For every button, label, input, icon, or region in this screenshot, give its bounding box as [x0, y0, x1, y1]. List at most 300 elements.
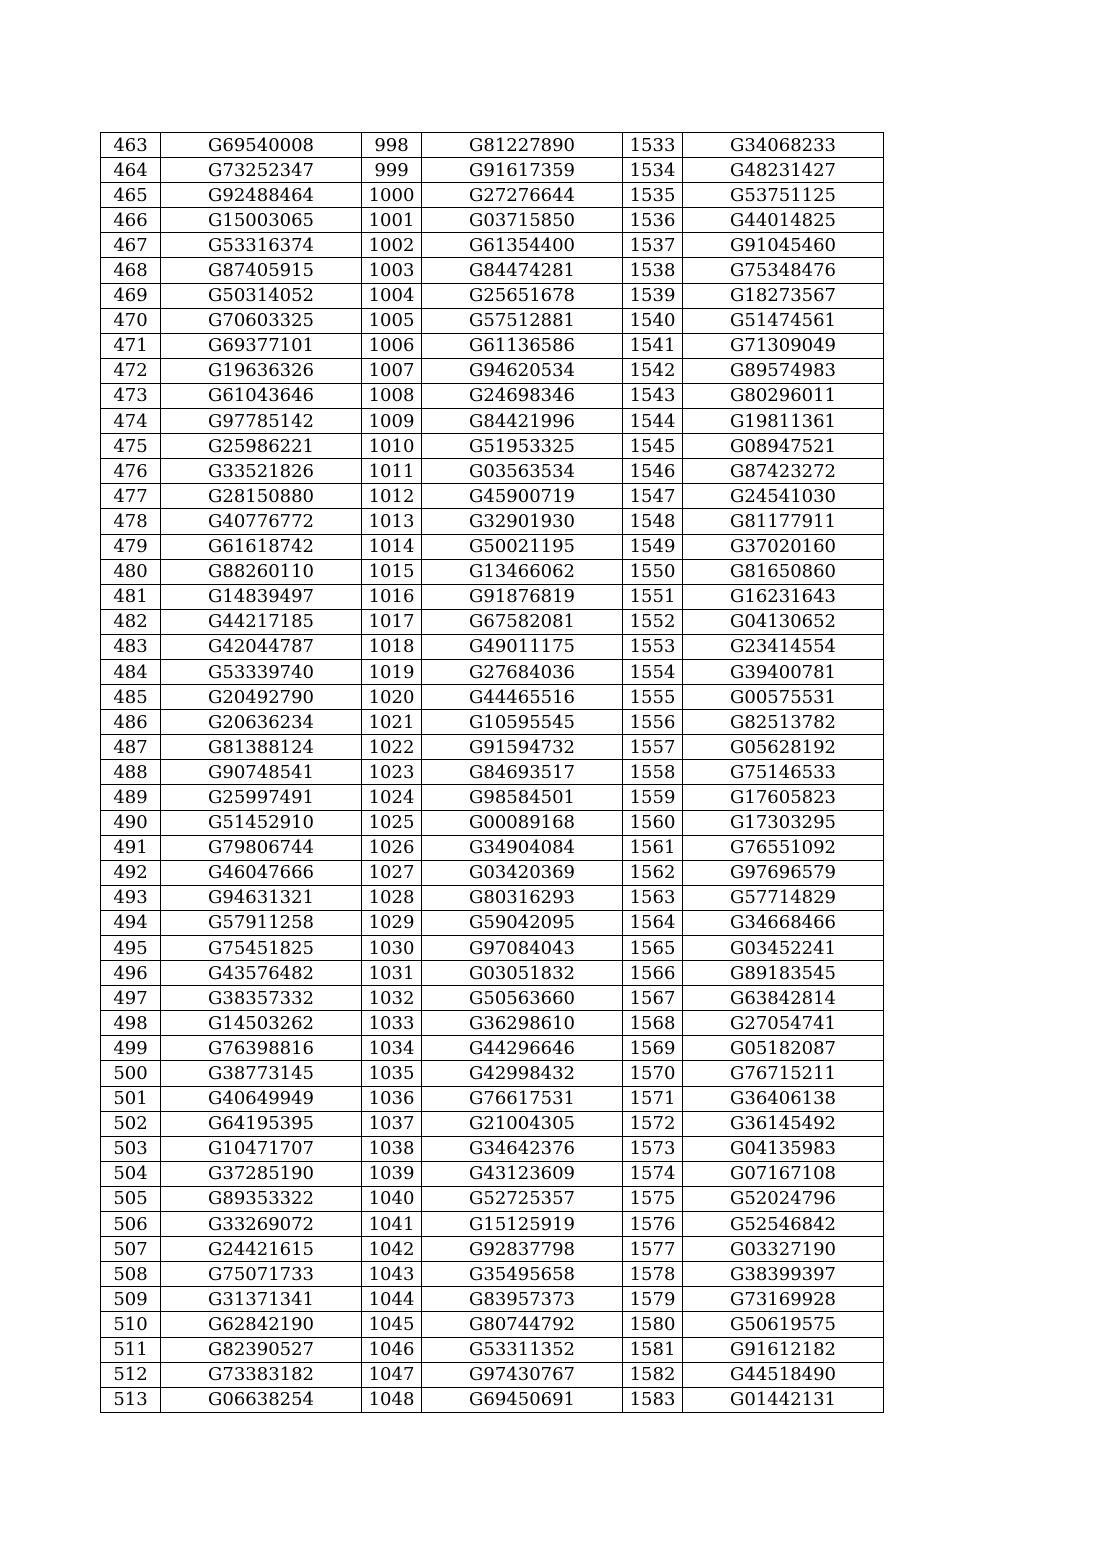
row-number-2-cell: 1020 [362, 685, 422, 710]
code-2-cell: G42998432 [422, 1061, 623, 1086]
table-row [101, 333, 884, 358]
code-3-cell: G97696579 [683, 860, 884, 885]
code-3-cell: G80296011 [683, 383, 884, 408]
code-3-cell: G36406138 [683, 1086, 884, 1111]
code-1-cell: G25986221 [161, 434, 362, 459]
row-number-3-cell: 1558 [623, 760, 683, 785]
code-2-cell: G80316293 [422, 885, 623, 910]
row-number-2-cell: 1043 [362, 1262, 422, 1287]
code-2-cell: G80744792 [422, 1312, 623, 1337]
row-number-2-cell: 1025 [362, 810, 422, 835]
row-number-1-cell: 475 [101, 434, 161, 459]
table-row [101, 910, 884, 935]
code-3-cell: G00575531 [683, 685, 884, 710]
row-number-3-cell: 1551 [623, 584, 683, 609]
table-row [101, 208, 884, 233]
row-number-3-cell: 1574 [623, 1161, 683, 1186]
row-number-1-cell: 485 [101, 685, 161, 710]
code-1-cell: G79806744 [161, 835, 362, 860]
row-number-3-cell: 1576 [623, 1212, 683, 1237]
code-1-cell: G20636234 [161, 710, 362, 735]
row-number-3-cell: 1555 [623, 685, 683, 710]
row-number-3-cell: 1547 [623, 484, 683, 509]
table-row [101, 308, 884, 333]
row-number-1-cell: 498 [101, 1011, 161, 1036]
code-1-cell: G43576482 [161, 961, 362, 986]
row-number-2-cell: 1005 [362, 308, 422, 333]
row-number-1-cell: 476 [101, 459, 161, 484]
code-2-cell: G27684036 [422, 659, 623, 684]
table-row [101, 634, 884, 659]
row-number-1-cell: 508 [101, 1262, 161, 1287]
code-1-cell: G81388124 [161, 735, 362, 760]
row-number-1-cell: 482 [101, 609, 161, 634]
table-row [101, 258, 884, 283]
code-3-cell: G82513782 [683, 710, 884, 735]
row-number-3-cell: 1570 [623, 1061, 683, 1086]
code-2-cell: G61136586 [422, 333, 623, 358]
code-3-cell: G76551092 [683, 835, 884, 860]
row-number-3-cell: 1544 [623, 409, 683, 434]
row-number-2-cell: 1033 [362, 1011, 422, 1036]
code-3-cell: G36145492 [683, 1111, 884, 1136]
table-row [101, 283, 884, 308]
row-number-1-cell: 491 [101, 835, 161, 860]
table-row [101, 459, 884, 484]
row-number-1-cell: 504 [101, 1161, 161, 1186]
row-number-2-cell: 1022 [362, 735, 422, 760]
table-row [101, 133, 884, 158]
row-number-3-cell: 1583 [623, 1387, 683, 1412]
table-row [101, 1287, 884, 1312]
code-3-cell: G17605823 [683, 785, 884, 810]
code-2-cell: G00089168 [422, 810, 623, 835]
row-number-3-cell: 1539 [623, 283, 683, 308]
table-row [101, 509, 884, 534]
row-number-3-cell: 1562 [623, 860, 683, 885]
table-row [101, 1387, 884, 1412]
row-number-3-cell: 1581 [623, 1337, 683, 1362]
code-3-cell: G50619575 [683, 1312, 884, 1337]
code-1-cell: G42044787 [161, 634, 362, 659]
code-1-cell: G64195395 [161, 1111, 362, 1136]
code-1-cell: G69377101 [161, 333, 362, 358]
code-2-cell: G32901930 [422, 509, 623, 534]
row-number-3-cell: 1575 [623, 1186, 683, 1211]
row-number-1-cell: 469 [101, 283, 161, 308]
code-2-cell: G03715850 [422, 208, 623, 233]
row-number-1-cell: 511 [101, 1337, 161, 1362]
code-3-cell: G04130652 [683, 609, 884, 634]
row-number-1-cell: 488 [101, 760, 161, 785]
row-number-1-cell: 509 [101, 1287, 161, 1312]
code-2-cell: G45900719 [422, 484, 623, 509]
code-1-cell: G33521826 [161, 459, 362, 484]
row-number-1-cell: 505 [101, 1186, 161, 1211]
code-1-cell: G24421615 [161, 1237, 362, 1262]
row-number-1-cell: 480 [101, 559, 161, 584]
row-number-1-cell: 496 [101, 961, 161, 986]
table-body [101, 133, 884, 1413]
row-number-3-cell: 1534 [623, 158, 683, 183]
code-2-cell: G69450691 [422, 1387, 623, 1412]
code-3-cell: G81650860 [683, 559, 884, 584]
row-number-2-cell: 1041 [362, 1212, 422, 1237]
row-number-3-cell: 1541 [623, 333, 683, 358]
row-number-3-cell: 1553 [623, 634, 683, 659]
code-1-cell: G73383182 [161, 1362, 362, 1387]
row-number-2-cell: 1039 [362, 1161, 422, 1186]
code-3-cell: G48231427 [683, 158, 884, 183]
row-number-3-cell: 1580 [623, 1312, 683, 1337]
code-3-cell: G75348476 [683, 258, 884, 283]
code-1-cell: G88260110 [161, 559, 362, 584]
code-1-cell: G14503262 [161, 1011, 362, 1036]
code-3-cell: G73169928 [683, 1287, 884, 1312]
code-1-cell: G25997491 [161, 785, 362, 810]
row-number-3-cell: 1542 [623, 358, 683, 383]
row-number-2-cell: 1001 [362, 208, 422, 233]
code-1-cell: G53316374 [161, 233, 362, 258]
row-number-3-cell: 1533 [623, 133, 683, 158]
code-3-cell: G01442131 [683, 1387, 884, 1412]
row-number-2-cell: 1026 [362, 835, 422, 860]
code-1-cell: G40649949 [161, 1086, 362, 1111]
table-row [101, 1337, 884, 1362]
code-1-cell: G28150880 [161, 484, 362, 509]
code-2-cell: G84421996 [422, 409, 623, 434]
table-row [101, 383, 884, 408]
table-row [101, 860, 884, 885]
table-row [101, 1312, 884, 1337]
row-number-3-cell: 1571 [623, 1086, 683, 1111]
code-1-cell: G90748541 [161, 760, 362, 785]
row-number-2-cell: 999 [362, 158, 422, 183]
row-number-2-cell: 1030 [362, 936, 422, 961]
row-number-3-cell: 1564 [623, 910, 683, 935]
code-2-cell: G76617531 [422, 1086, 623, 1111]
code-2-cell: G43123609 [422, 1161, 623, 1186]
code-2-cell: G13466062 [422, 559, 623, 584]
code-2-cell: G24698346 [422, 383, 623, 408]
code-1-cell: G14839497 [161, 584, 362, 609]
row-number-1-cell: 493 [101, 885, 161, 910]
row-number-3-cell: 1537 [623, 233, 683, 258]
row-number-1-cell: 468 [101, 258, 161, 283]
row-number-1-cell: 500 [101, 1061, 161, 1086]
code-3-cell: G38399397 [683, 1262, 884, 1287]
row-number-3-cell: 1535 [623, 183, 683, 208]
code-1-cell: G61618742 [161, 534, 362, 559]
row-number-2-cell: 1042 [362, 1237, 422, 1262]
code-1-cell: G50314052 [161, 283, 362, 308]
row-number-3-cell: 1567 [623, 986, 683, 1011]
table-row [101, 885, 884, 910]
row-number-1-cell: 499 [101, 1036, 161, 1061]
code-1-cell: G87405915 [161, 258, 362, 283]
row-number-2-cell: 1048 [362, 1387, 422, 1412]
code-2-cell: G27276644 [422, 183, 623, 208]
row-number-3-cell: 1568 [623, 1011, 683, 1036]
row-number-1-cell: 483 [101, 634, 161, 659]
table-row [101, 609, 884, 634]
row-number-1-cell: 513 [101, 1387, 161, 1412]
row-number-1-cell: 492 [101, 860, 161, 885]
table-row [101, 735, 884, 760]
row-number-1-cell: 477 [101, 484, 161, 509]
row-number-1-cell: 507 [101, 1237, 161, 1262]
code-3-cell: G44518490 [683, 1362, 884, 1387]
row-number-2-cell: 1004 [362, 283, 422, 308]
code-2-cell: G21004305 [422, 1111, 623, 1136]
table-row [101, 785, 884, 810]
code-1-cell: G37285190 [161, 1161, 362, 1186]
code-3-cell: G39400781 [683, 659, 884, 684]
code-3-cell: G53751125 [683, 183, 884, 208]
code-1-cell: G73252347 [161, 158, 362, 183]
row-number-2-cell: 1013 [362, 509, 422, 534]
code-1-cell: G75451825 [161, 936, 362, 961]
table-row [101, 1061, 884, 1086]
row-number-3-cell: 1545 [623, 434, 683, 459]
row-number-2-cell: 1002 [362, 233, 422, 258]
row-number-3-cell: 1549 [623, 534, 683, 559]
table-row [101, 409, 884, 434]
code-3-cell: G57714829 [683, 885, 884, 910]
code-1-cell: G69540008 [161, 133, 362, 158]
code-3-cell: G89574983 [683, 358, 884, 383]
table-row [101, 835, 884, 860]
row-number-2-cell: 1014 [362, 534, 422, 559]
code-3-cell: G71309049 [683, 333, 884, 358]
table-row [101, 1086, 884, 1111]
row-number-1-cell: 489 [101, 785, 161, 810]
row-number-3-cell: 1557 [623, 735, 683, 760]
row-number-1-cell: 481 [101, 584, 161, 609]
row-number-3-cell: 1543 [623, 383, 683, 408]
row-number-3-cell: 1565 [623, 936, 683, 961]
row-number-1-cell: 495 [101, 936, 161, 961]
code-2-cell: G61354400 [422, 233, 623, 258]
code-2-cell: G10595545 [422, 710, 623, 735]
table-row [101, 986, 884, 1011]
code-3-cell: G23414554 [683, 634, 884, 659]
row-number-1-cell: 465 [101, 183, 161, 208]
row-number-1-cell: 484 [101, 659, 161, 684]
table-row [101, 434, 884, 459]
row-number-1-cell: 479 [101, 534, 161, 559]
row-number-3-cell: 1548 [623, 509, 683, 534]
row-number-2-cell: 1027 [362, 860, 422, 885]
row-number-2-cell: 1021 [362, 710, 422, 735]
code-2-cell: G51953325 [422, 434, 623, 459]
row-number-3-cell: 1582 [623, 1362, 683, 1387]
table-row [101, 1161, 884, 1186]
code-2-cell: G03563534 [422, 459, 623, 484]
code-3-cell: G81177911 [683, 509, 884, 534]
row-number-1-cell: 478 [101, 509, 161, 534]
table-row [101, 158, 884, 183]
code-3-cell: G37020160 [683, 534, 884, 559]
row-number-3-cell: 1579 [623, 1287, 683, 1312]
row-number-3-cell: 1540 [623, 308, 683, 333]
code-3-cell: G44014825 [683, 208, 884, 233]
row-number-2-cell: 1035 [362, 1061, 422, 1086]
code-2-cell: G97430767 [422, 1362, 623, 1387]
row-number-2-cell: 1000 [362, 183, 422, 208]
table-row [101, 534, 884, 559]
row-number-3-cell: 1550 [623, 559, 683, 584]
code-1-cell: G10471707 [161, 1136, 362, 1161]
table-row [101, 1212, 884, 1237]
code-2-cell: G92837798 [422, 1237, 623, 1262]
code-2-cell: G25651678 [422, 283, 623, 308]
row-number-2-cell: 1045 [362, 1312, 422, 1337]
code-3-cell: G19811361 [683, 409, 884, 434]
table-row [101, 183, 884, 208]
row-number-2-cell: 1003 [362, 258, 422, 283]
row-number-2-cell: 1012 [362, 484, 422, 509]
code-3-cell: G34668466 [683, 910, 884, 935]
code-2-cell: G15125919 [422, 1212, 623, 1237]
code-2-cell: G67582081 [422, 609, 623, 634]
row-number-2-cell: 1044 [362, 1287, 422, 1312]
code-2-cell: G98584501 [422, 785, 623, 810]
row-number-3-cell: 1538 [623, 258, 683, 283]
code-3-cell: G08947521 [683, 434, 884, 459]
code-3-cell: G52024796 [683, 1186, 884, 1211]
code-2-cell: G84693517 [422, 760, 623, 785]
table-row [101, 659, 884, 684]
code-2-cell: G91876819 [422, 584, 623, 609]
row-number-2-cell: 1015 [362, 559, 422, 584]
row-number-3-cell: 1552 [623, 609, 683, 634]
code-3-cell: G34068233 [683, 133, 884, 158]
code-2-cell: G84474281 [422, 258, 623, 283]
row-number-3-cell: 1554 [623, 659, 683, 684]
row-number-2-cell: 1040 [362, 1186, 422, 1211]
code-2-cell: G49011175 [422, 634, 623, 659]
table-row [101, 760, 884, 785]
code-2-cell: G44465516 [422, 685, 623, 710]
row-number-2-cell: 1010 [362, 434, 422, 459]
row-number-3-cell: 1560 [623, 810, 683, 835]
code-2-cell: G03420369 [422, 860, 623, 885]
code-3-cell: G03452241 [683, 936, 884, 961]
code-2-cell: G94620534 [422, 358, 623, 383]
code-1-cell: G92488464 [161, 183, 362, 208]
row-number-2-cell: 1046 [362, 1337, 422, 1362]
table-row [101, 685, 884, 710]
code-2-cell: G50021195 [422, 534, 623, 559]
row-number-2-cell: 1011 [362, 459, 422, 484]
row-number-2-cell: 1036 [362, 1086, 422, 1111]
row-number-2-cell: 1009 [362, 409, 422, 434]
row-number-1-cell: 503 [101, 1136, 161, 1161]
row-number-2-cell: 1031 [362, 961, 422, 986]
table-row [101, 584, 884, 609]
code-1-cell: G38773145 [161, 1061, 362, 1086]
table-row [101, 1111, 884, 1136]
code-3-cell: G04135983 [683, 1136, 884, 1161]
row-number-2-cell: 1007 [362, 358, 422, 383]
row-number-3-cell: 1578 [623, 1262, 683, 1287]
code-2-cell: G59042095 [422, 910, 623, 935]
code-1-cell: G06638254 [161, 1387, 362, 1412]
row-number-2-cell: 1019 [362, 659, 422, 684]
table-row [101, 936, 884, 961]
row-number-3-cell: 1559 [623, 785, 683, 810]
code-3-cell: G16231643 [683, 584, 884, 609]
row-number-1-cell: 486 [101, 710, 161, 735]
code-2-cell: G91594732 [422, 735, 623, 760]
row-number-1-cell: 472 [101, 358, 161, 383]
code-3-cell: G52546842 [683, 1212, 884, 1237]
row-number-3-cell: 1536 [623, 208, 683, 233]
code-1-cell: G70603325 [161, 308, 362, 333]
code-3-cell: G89183545 [683, 961, 884, 986]
table-row [101, 1186, 884, 1211]
code-2-cell: G36298610 [422, 1011, 623, 1036]
row-number-1-cell: 510 [101, 1312, 161, 1337]
row-number-1-cell: 494 [101, 910, 161, 935]
code-2-cell: G34904084 [422, 835, 623, 860]
code-3-cell: G91612182 [683, 1337, 884, 1362]
row-number-3-cell: 1556 [623, 710, 683, 735]
row-number-1-cell: 474 [101, 409, 161, 434]
code-2-cell: G83957373 [422, 1287, 623, 1312]
row-number-1-cell: 466 [101, 208, 161, 233]
code-2-cell: G34642376 [422, 1136, 623, 1161]
code-2-cell: G52725357 [422, 1186, 623, 1211]
code-3-cell: G63842814 [683, 986, 884, 1011]
row-number-1-cell: 467 [101, 233, 161, 258]
code-2-cell: G57512881 [422, 308, 623, 333]
row-number-1-cell: 471 [101, 333, 161, 358]
table-row [101, 1011, 884, 1036]
code-1-cell: G31371341 [161, 1287, 362, 1312]
table-row [101, 1262, 884, 1287]
row-number-1-cell: 502 [101, 1111, 161, 1136]
row-number-2-cell: 998 [362, 133, 422, 158]
code-3-cell: G51474561 [683, 308, 884, 333]
row-number-2-cell: 1034 [362, 1036, 422, 1061]
code-1-cell: G15003065 [161, 208, 362, 233]
table-row [101, 810, 884, 835]
table-row [101, 1136, 884, 1161]
code-2-cell: G53311352 [422, 1337, 623, 1362]
row-number-3-cell: 1566 [623, 961, 683, 986]
data-table [100, 132, 884, 1413]
row-number-2-cell: 1006 [362, 333, 422, 358]
code-3-cell: G91045460 [683, 233, 884, 258]
code-1-cell: G97785142 [161, 409, 362, 434]
table-row [101, 233, 884, 258]
code-3-cell: G75146533 [683, 760, 884, 785]
code-2-cell: G97084043 [422, 936, 623, 961]
code-2-cell: G50563660 [422, 986, 623, 1011]
code-3-cell: G24541030 [683, 484, 884, 509]
code-1-cell: G75071733 [161, 1262, 362, 1287]
row-number-3-cell: 1569 [623, 1036, 683, 1061]
table-row [101, 559, 884, 584]
code-2-cell: G81227890 [422, 133, 623, 158]
code-1-cell: G61043646 [161, 383, 362, 408]
row-number-1-cell: 464 [101, 158, 161, 183]
row-number-3-cell: 1563 [623, 885, 683, 910]
table-row [101, 710, 884, 735]
table-row [101, 1036, 884, 1061]
